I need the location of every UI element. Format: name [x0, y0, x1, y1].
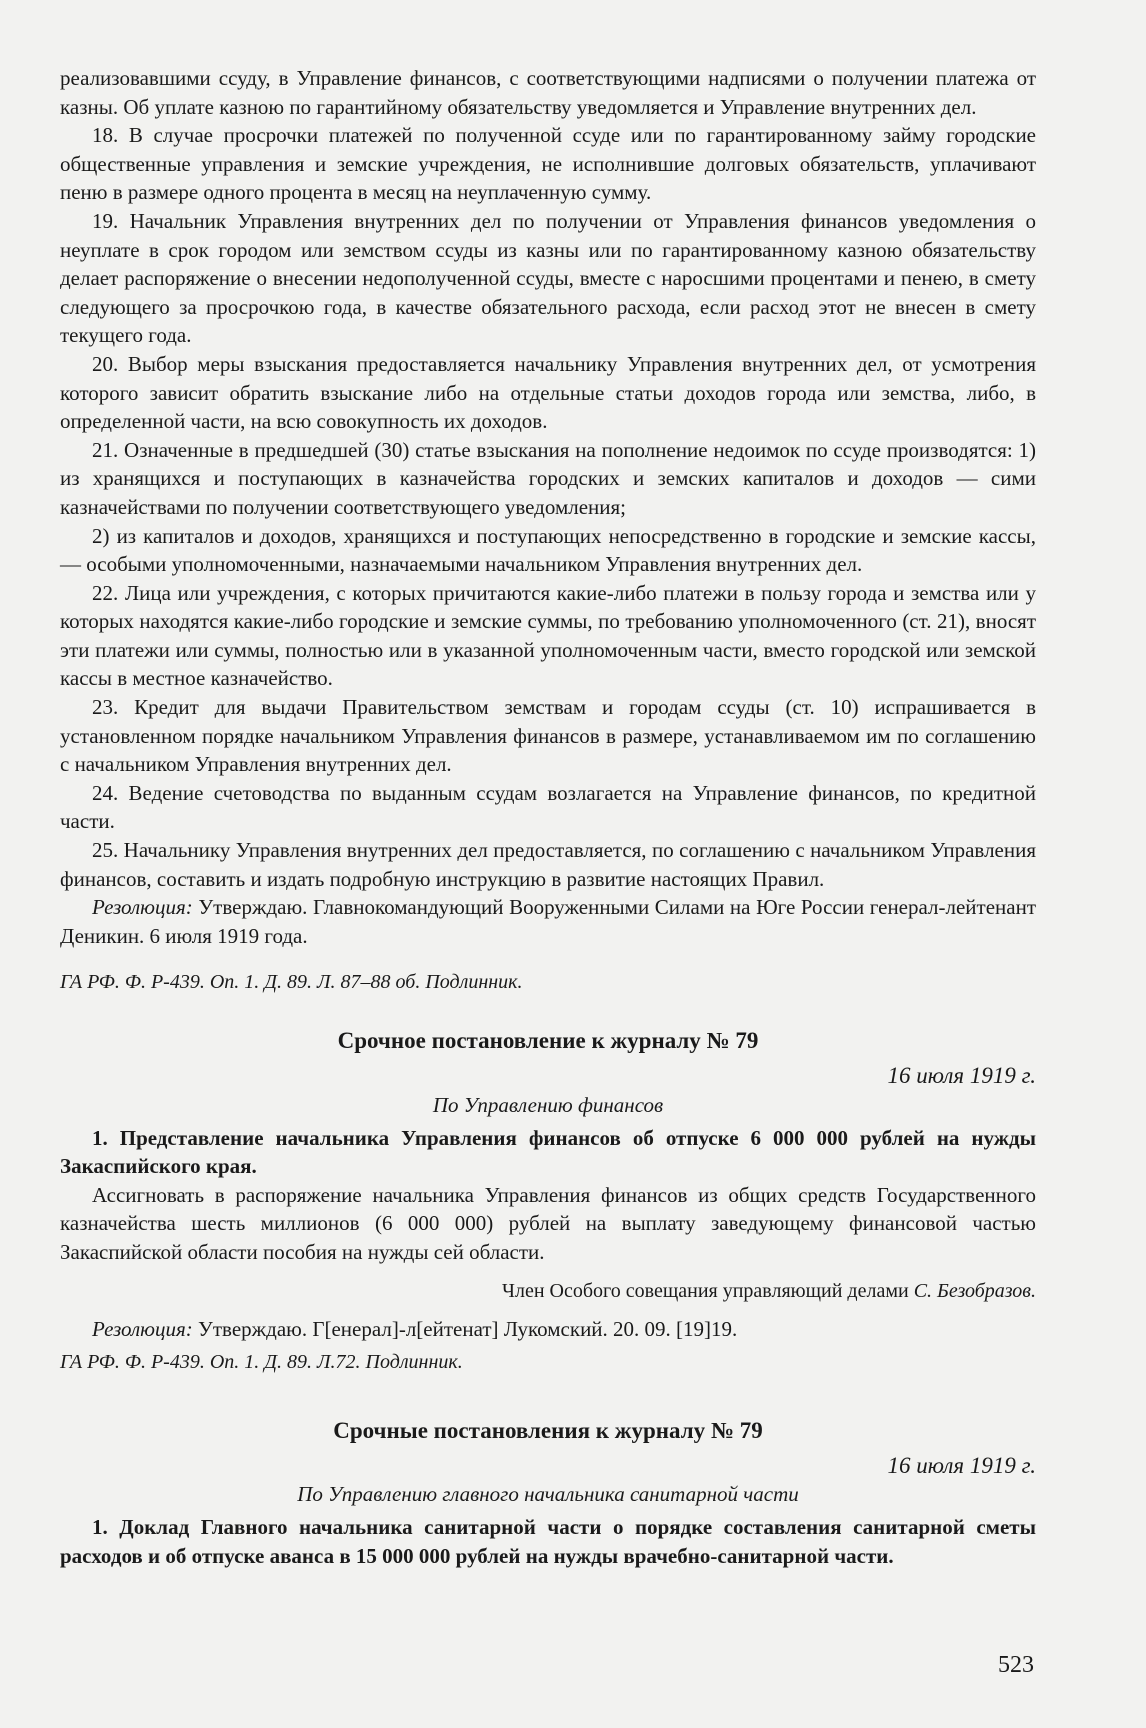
- section-1-item-title: 1. Представление начальника Управления финансов об отпуске 6 000 000 рублей на нужды Закаспийского края.: [60, 1125, 1036, 1179]
- resolution-1-label: Резолюция:: [92, 895, 193, 920]
- article-21: 21. Означенные в предшедшей (30) статье взыскания на пополнение недоимок по ссуде производятся: 1) из хранящихся и поступающих в казначейства городских и земских капиталов и доходов — сими казначействами по получении соответствующего уведомления;: [60, 437, 1036, 519]
- article-25: 25. Начальнику Управления внутренних дел предоставляется, по соглашению с начальником Управления финансов, составить и издать подробную инструкцию в развитие настоящих Правил.: [60, 838, 1036, 891]
- article-18: 18. В случае просрочки платежей по полученной ссуде или по гарантированному займу городские общественные управления и земские учреждения, не исполнившие долговых обязательств, уплачивают пеню в размере одного процента в месяц на неуплаченную сумму.: [60, 123, 1036, 205]
- section-1-resolution: [60, 1315, 1036, 1344]
- article-23: 23. Кредит для выдачи Правительством земствам и городам ссуды (ст. 10) испрашивается в установленном порядке начальником Управления финансов в размере, устанавливаемом им по соглашению с начальником Управления внутренних дел.: [60, 695, 1036, 777]
- signature-name: С. Безобразов.: [913, 1279, 1036, 1302]
- resolution-1: [60, 893, 1036, 950]
- section-1-resolution-label: Резолюция:: [92, 1317, 193, 1342]
- archive-reference-1: ГА РФ. Ф. Р-439. Оп. 1. Д. 89. Л. 87–88 об. Подлинник.: [60, 971, 523, 994]
- page-number: 523: [998, 1652, 1034, 1678]
- paragraph-continuation: реализовавшими ссуду, в Управление финансов, с соответствующими надписями о получении платежа от казны. Об уплате казною по гарантийному обязательству уведомляется и Управление внутренних дел.: [60, 66, 1036, 119]
- section-2-item-title: 1. Доклад Главного начальника санитарной части о порядке составления санитарной сметы расходов и об отпуске аванса в 15 000 000 рублей на нужды врачебно-санитарной части.: [60, 1514, 1036, 1568]
- section-2-title: Срочные постановления к журналу № 79: [333, 1417, 763, 1443]
- section-1-resolution-text: Утверждаю. Г[енерал]-л[ейтенат] Лукомский. 20. 09. [19]19.: [192, 1317, 738, 1342]
- signature-text: Член Особого совещания управляющий делами: [502, 1279, 914, 1302]
- section-1-item-text: Ассигновать в распоряжение начальника Управления финансов из общих средств Государственного казначейства шесть миллионов (6 000 000) рублей на выплату заведующему финансовой частью Закаспийской области пособия на нужды сей области.: [60, 1182, 1036, 1264]
- article-20: 20. Выбор меры взыскания предоставляется начальнику Управления внутренних дел, от усмотрения которого зависит обратить взыскание либо на отдельные статьи доходов города или земства, либо, в определенной части, на всю совокупность их доходов.: [60, 351, 1036, 434]
- article-24: 24. Ведение счетоводства по выданным ссудам возлагается на Управление финансов, по кредитной части.: [60, 780, 1036, 834]
- article-21-part-2: 2) из капиталов и доходов, хранящихся и поступающих непосредственно в городские и земские кассы, — особыми уполномоченными, назначаемыми начальником Управления внутренних дел.: [60, 523, 1036, 577]
- section-2-dept: По Управлению главного начальника санитарной части: [297, 1482, 799, 1507]
- article-19: 19. Начальник Управления внутренних дел по получении от Управления финансов уведомления о неуплате в срок городом или земством ссуды из казны или по гарантированному казною обязательству делает распоряжение о внесении недополученной ссуды, вместе с наросшими процентами и пенею, в смету следующего за просрочкою года, в качестве обязательного расхода, если расход этот не внесен в смету текущего года.: [60, 208, 1036, 348]
- archive-reference-2: ГА РФ. Ф. Р-439. Оп. 1. Д. 89. Л.72. Подлинник.: [60, 1350, 463, 1373]
- section-2-date: 16 июля 1919 г.: [887, 1452, 1036, 1478]
- page-content: [60, 64, 1036, 1570]
- article-22: 22. Лица или учреждения, с которых причитаются какие-либо платежи в пользу города и земства или у которых находятся какие-либо городские и земские суммы, по требованию уполномоченного (ст. 21), вносят эти платежи или суммы, полностью или в указанной уполномоченным части, вместо городской или земской кассы в местное казначейство.: [60, 580, 1036, 691]
- resolution-1-text: Утверждаю. Главнокомандующий Вооруженными Силами на Юге России генерал-лейтенант Деникин. 6 июля 1919 года.: [60, 895, 1036, 948]
- section-1-dept: По Управлению финансов: [432, 1093, 664, 1117]
- section-1-title: Срочное постановление к журналу № 79: [337, 1028, 759, 1054]
- section-1-signature: [60, 1277, 1036, 1306]
- section-1-date: 16 июля 1919 г.: [887, 1063, 1036, 1089]
